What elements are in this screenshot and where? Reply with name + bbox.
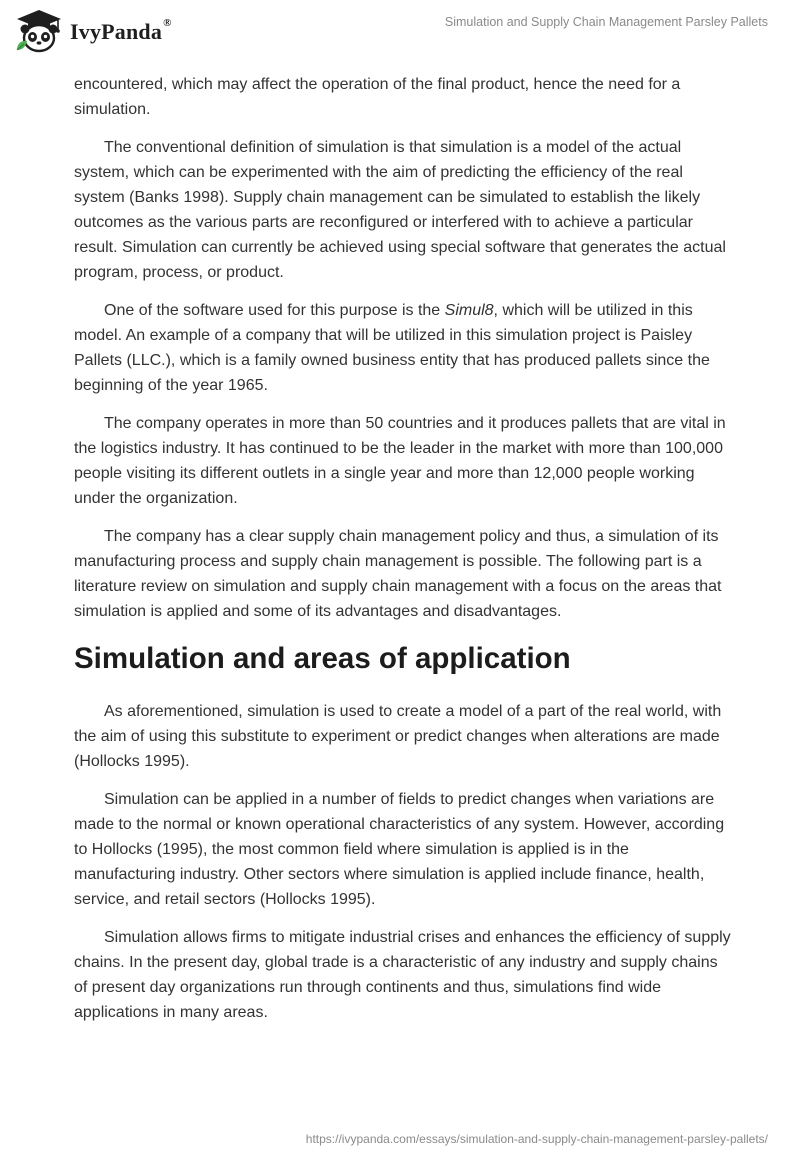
paragraph-6: As aforementioned, simulation is used to create a model of a part of the real world, with the aim of using this substitute to experiment or predict changes when alterations are made (Hollocks 1995). bbox=[74, 703, 722, 770]
paragraph-3-rest: , which will be utilized in this model. An example of a company that will be utilized in this simulation project is Paisley Pallets (LLC.), which is a family owned business entity that has produced pallets since the beginning of the year 1965. bbox=[74, 302, 710, 394]
paragraph-8: Simulation allows firms to mitigate industrial crises and enhances the efficiency of supply chains. In the present day, global trade is a characteristic of any industry and supply chains of present day organizations run through continents and thus, simulations find wide applications in many areas. bbox=[74, 929, 731, 1021]
panda-graduate-icon bbox=[14, 8, 64, 54]
brand-name: IvyPanda® bbox=[70, 17, 172, 44]
paragraph-1: encountered, which may affect the operation of the final product, hence the need for a simulation. bbox=[74, 76, 681, 118]
essay-body bbox=[74, 72, 734, 1038]
section-heading: Simulation and areas of application bbox=[74, 642, 571, 675]
paragraph-2: The conventional definition of simulation is that simulation is a model of the actual system, which can be experimented with the aim of predicting the efficiency of the real system (Banks 1998). Supply chain management can be simulated to establish the likely outcomes as the various parts are reconfigured or interfered with to achieve a particular result. Simulation can currently be achieved using special software that generates the actual program, process, or product. bbox=[74, 139, 726, 281]
registered-mark: ® bbox=[163, 17, 172, 29]
running-title: Simulation and Supply Chain Management Parsley Pallets bbox=[444, 15, 768, 29]
ivypanda-logo[interactable] bbox=[14, 8, 172, 54]
source-url[interactable]: https://ivypanda.com/essays/simulation-and-supply-chain-management-parsley-pallets/ bbox=[305, 1132, 768, 1146]
software-name: Simul8 bbox=[444, 302, 494, 319]
paragraph-7: Simulation can be applied in a number of fields to predict changes when variations are made to the normal or known operational characteristics of any system. However, according to Hollocks (1995), the most common field where simulation is applied is in the manufacturing industry. Other sectors where simulation is applied include finance, health, service, and retail sectors (Hollocks 1995). bbox=[74, 791, 725, 908]
paragraph-3-lead: One of the software used for this purpose is the bbox=[104, 302, 445, 319]
page-header bbox=[0, 0, 800, 64]
paragraph-5: The company has a clear supply chain management policy and thus, a simulation of its manufacturing process and supply chain management is possible. The following part is a literature review on simulation and supply chain management with a focus on the areas that simulation is applied and some of its advantages and disadvantages. bbox=[74, 528, 722, 620]
paragraph-4: The company operates in more than 50 countries and it produces pallets that are vital in the logistics industry. It has continued to be the leader in the market with more than 100,000 people visiting its different outlets in a single year and more than 12,000 people working under the organization. bbox=[74, 415, 726, 507]
paragraph-3 bbox=[74, 298, 734, 398]
